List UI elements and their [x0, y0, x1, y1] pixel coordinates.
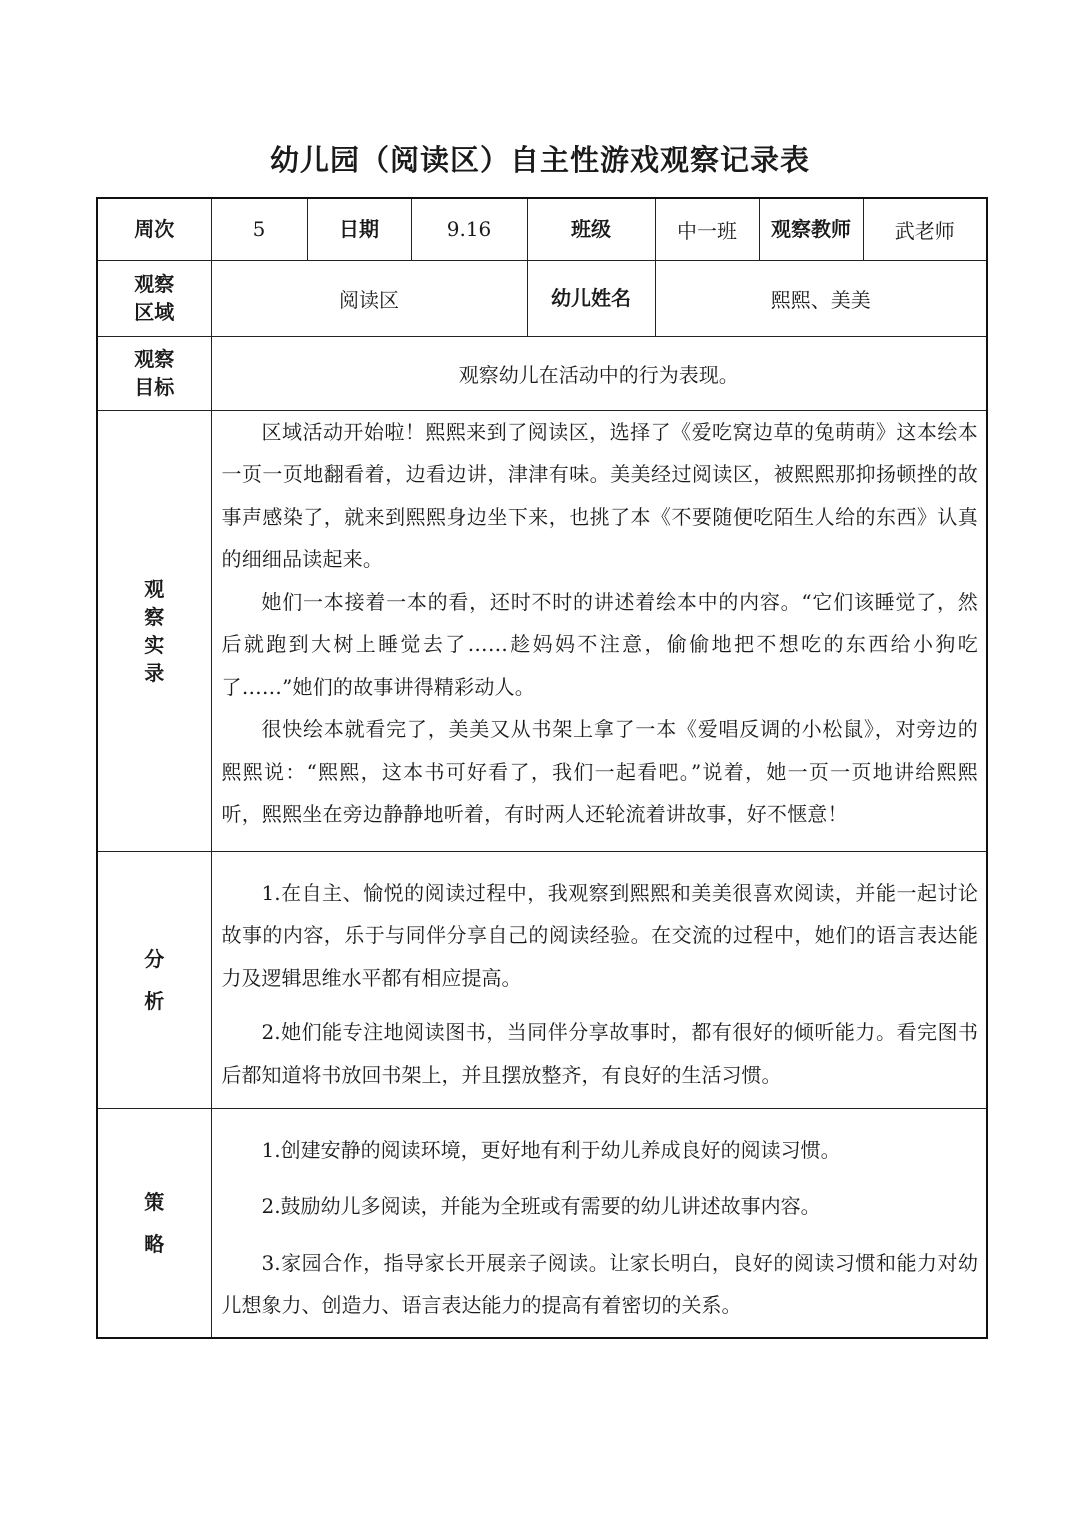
child-name-value: 熙熙、美美: [655, 260, 987, 336]
teacher-value: 武老师: [863, 198, 987, 260]
strategy-label: [97, 1108, 211, 1338]
goal-label-line1: 观察: [134, 347, 175, 371]
strategy-paragraph: 3.家园合作，指导家长开展亲子阅读。让家长明白，良好的阅读习惯和能力对幼儿想象力、创造力、语言表达能力的提高有着密切的关系。: [221, 1250, 978, 1317]
analysis-label-char: 析: [144, 988, 165, 1013]
area-row: [97, 260, 987, 336]
goal-label-line2: 目标: [134, 375, 175, 399]
observation-label: [97, 410, 211, 851]
analysis-label-char: 分: [144, 946, 165, 971]
analysis-content: [211, 851, 987, 1108]
strategy-paragraph: 2.鼓励幼儿多阅读，并能为全班或有需要的幼儿讲述故事内容。: [261, 1194, 821, 1218]
observation-row: [97, 410, 987, 851]
analysis-paragraph: 2.她们能专注地阅读图书，当同伴分享故事时，都有很好的倾听能力。看完图书后都知道将书放回书架上，并且摆放整齐，有良好的生活习惯。: [221, 1020, 978, 1087]
observation-label-char: 察: [144, 604, 165, 629]
observation-content: [211, 410, 987, 851]
analysis-label: [97, 851, 211, 1108]
teacher-label: 观察教师: [759, 198, 863, 260]
goal-value: 观察幼儿在活动中的行为表现。: [211, 336, 987, 410]
observation-label-char: 观: [144, 576, 165, 601]
page-title: 幼儿园（阅读区）自主性游戏观察记录表: [269, 143, 810, 177]
analysis-paragraph: 1.在自主、愉悦的阅读过程中，我观察到熙熙和美美很喜欢阅读，并能一起讨论故事的内容，乐于与同伴分享自己的阅读经验。在交流的过程中，她们的语言表达能力及逻辑思维水平都有相应提高。: [221, 880, 978, 990]
observation-label-char: 实: [144, 632, 165, 657]
goal-row: [97, 336, 987, 410]
date-value: 9.16: [411, 198, 527, 260]
week-label: 周次: [97, 198, 211, 260]
observation-paragraph: 很快绘本就看完了，美美又从书架上拿了一本《爱唱反调的小松鼠》，对旁边的熙熙说：“熙熙，这本书可好看了，我们一起看吧。”说着，她一页一页地讲给熙熙听，熙熙坐在旁边静静地听着，有时两人还轮流着讲故事，好不惬意！: [221, 717, 978, 826]
strategy-row: [97, 1108, 987, 1338]
class-value: 中一班: [655, 198, 759, 260]
strategy-content: [211, 1108, 987, 1338]
class-label: 班级: [527, 198, 655, 260]
observation-paragraph: 区域活动开始啦！熙熙来到了阅读区，选择了《爱吃窝边草的兔萌萌》这本绘本一页一页地翻看着，边看边讲，津津有味。美美经过阅读区，被熙熙那抑扬顿挫的故事声感染了，就来到熙熙身边坐下来，也挑了本《不要随便吃陌生人给的东西》认真的细细品读起来。: [221, 419, 978, 571]
strategy-label-char: 略: [144, 1231, 165, 1256]
area-label-line2: 区域: [134, 300, 175, 324]
analysis-row: [97, 851, 987, 1108]
header-row: [97, 198, 987, 260]
date-label: 日期: [307, 198, 411, 260]
strategy-paragraph: 1.创建安静的阅读环境，更好地有利于幼儿养成良好的阅读习惯。: [261, 1137, 841, 1162]
child-name-label: 幼儿姓名: [527, 260, 655, 336]
observation-label-char: 录: [144, 660, 165, 685]
week-value: 5: [211, 198, 307, 260]
area-label-line1: 观察: [134, 272, 175, 296]
area-label: [97, 260, 211, 336]
observation-paragraph: 她们一本接着一本的看，还时不时的讲述着绘本中的内容。“它们该睡觉了，然后就跑到大树上睡觉去了……趁妈妈不注意，偷偷地把不想吃的东西给小狗吃了……”她们的故事讲得精彩动人。: [221, 589, 978, 699]
area-value: 阅读区: [211, 260, 527, 336]
goal-label: [97, 336, 211, 410]
strategy-label-char: 策: [144, 1189, 165, 1214]
observation-record-table: [96, 197, 988, 1339]
